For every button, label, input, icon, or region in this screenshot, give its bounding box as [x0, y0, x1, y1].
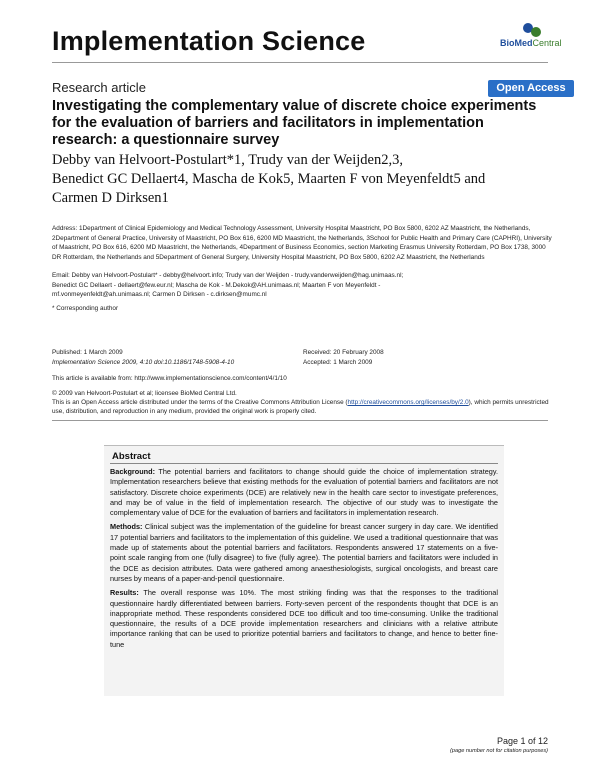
license-text-post: ), which permits unrestricted use, distribution, and reproduction in any medium, provided the original work is properly cited.	[52, 399, 549, 415]
results-label: Results:	[110, 588, 139, 598]
license-text-pre: This is an Open Access article distributed under the terms of the Creative Commons Attribution License (	[52, 399, 348, 406]
received-date: Received: 20 February 2008	[303, 349, 384, 356]
logo-med: Med	[514, 38, 533, 48]
results-text: The overall response was 10%. The most striking finding was that the responses to the traditional questionnaire hardly differentiated between barriers. Forty-seven percent of the respondents thought that DCE is an inappropriate method. These respondents considered DCE too difficult and too time-consuming. Unlike the traditional questionnaire, the results of a DCE provide implementation researchers and clinicians with a relative attribute importance ranking that can be used to prioritize potential barriers and facilitators to change, and hence to better fine-tune	[110, 588, 498, 649]
corresponding-author-note: * Corresponding author	[52, 305, 119, 312]
authors-line-3: Carmen D Dirksen1	[52, 190, 169, 206]
page-footer	[450, 736, 548, 754]
background-text: The potential barriers and facilitators to change should guide the choice of implementation strategy. Implementation researchers believe that existing methods for the evaluation of potential barriers and facilitators are not satisfactory. Discrete choice experiments (DCE) are relatively new in the health care sector to investigate preferences, and may be of value in the field of implementation research. The objective of our study was to investigate the complementary value of DCE for the evaluation of barriers and facilitators in implementation research.	[110, 467, 498, 518]
author-emails: Email: Debby van Helvoort-Postulart* - debby@helvoort.info; Trudy van der Weijden - trudy.vanderweijden@hag.unimaas.nl; Benedict GC Dellaert - dellaert@few.eur.nl; Mascha de Kok - M.Dekok@AH.unimaas.nl; Maarten F von Meyenfeldt - mf.vonmeyenfeldt@ah.unimaas.nl; Carmen D Dirksen - c.dirksen@mumc.nl	[52, 272, 404, 298]
article-title: Investigating the complementary value of discrete choice experiments for the evaluation of barriers and facilitators in implementation research: a questionnaire survey	[52, 98, 537, 148]
methods-text: Clinical subject was the implementation of the guideline for breast cancer surgery in day care. We identified 17 potential barriers and facilitators to the implementation of this guideline. We used a traditional questionnaire that was made up of statements about the potential barriers and facilitators. Respondents answered 17 statements on a five-point scale ranging from one (fully disagree) to five (fully agree). The potential barriers and facilitators were included in the DCE as decision attributes. Data were gathered among anaesthesiologists, surgical oncologists, and breast care nurses by means of a paper-and-pencil questionnaire.	[110, 522, 498, 583]
abstract-methods	[110, 522, 498, 584]
authors-line-2: Benedict GC Dellaert4, Mascha de Kok5, Maarten F von Meyenfeldt5 and	[52, 171, 486, 187]
journal-title: Implementation Science	[52, 26, 366, 56]
page-number: Page 1 of 12	[496, 736, 548, 746]
abstract-rule	[110, 463, 498, 464]
abstract-panel	[104, 445, 504, 696]
abstract-results	[110, 588, 498, 650]
abstract-body	[110, 467, 498, 654]
availability-url[interactable]: This article is available from: http://www.implementationscience.com/content/4/1/10	[52, 375, 287, 382]
affiliations: Address: 1Department of Clinical Epidemiology and Medical Technology Assessment, University Hospital Maastricht, PO Box 5800, 6202 AZ Maastricht, the Netherlands, 2Department of General Practice, University of Maastricht, PO Box 616, 6200 MD Maastricht, the Netherlands, 3School for Public Health and Primary Care (CAPHRI), University of Maastricht, PO Box 616, 6200 MD Maastricht, the Netherlands, 4Department of Business Economics, section Marketing Erasmus University Rotterdam, PO Box 1738, 3000 DR Rotterdam, the Netherlands and 5Department of General Surgery, University Hospital Maastricht, PO Box 5800, 6202 AZ Maastricht, the Netherlands	[52, 225, 552, 261]
copyright-line: © 2009 van Helvoort-Postulart et al; licensee BioMed Central Ltd.	[52, 390, 237, 397]
author-list	[52, 151, 522, 208]
license-text	[52, 398, 552, 416]
accepted-date: Accepted: 1 March 2009	[303, 359, 373, 366]
citation: Implementation Science 2009, 4:10 doi:10.1186/1748-5908-4-10	[52, 359, 235, 366]
biomed-central-logo[interactable]	[500, 22, 562, 52]
publication-info	[52, 348, 234, 368]
abstract-heading: Abstract	[112, 451, 151, 462]
methods-label: Methods:	[110, 522, 143, 532]
history-dates	[303, 348, 384, 368]
published-date: Published: 1 March 2009	[52, 349, 123, 356]
logo-central: Central	[532, 38, 562, 48]
abstract-background	[110, 467, 498, 518]
logo-bio: Bio	[500, 38, 515, 48]
background-label: Background:	[110, 467, 155, 476]
authors-line-1: Debby van Helvoort-Postulart*1, Trudy van der Weijden2,3,	[52, 152, 403, 168]
page-number-note: (page number not for citation purposes)	[450, 748, 548, 754]
header-rule	[52, 62, 548, 63]
license-link[interactable]: http://creativecommons.org/licenses/by/2.0	[347, 399, 469, 406]
copyright-notice	[52, 389, 552, 416]
article-type: Research article	[52, 80, 146, 95]
biomed-logo-icon	[522, 22, 542, 38]
section-rule	[52, 420, 548, 421]
logo-text	[500, 38, 562, 48]
open-access-badge: Open Access	[488, 80, 574, 97]
